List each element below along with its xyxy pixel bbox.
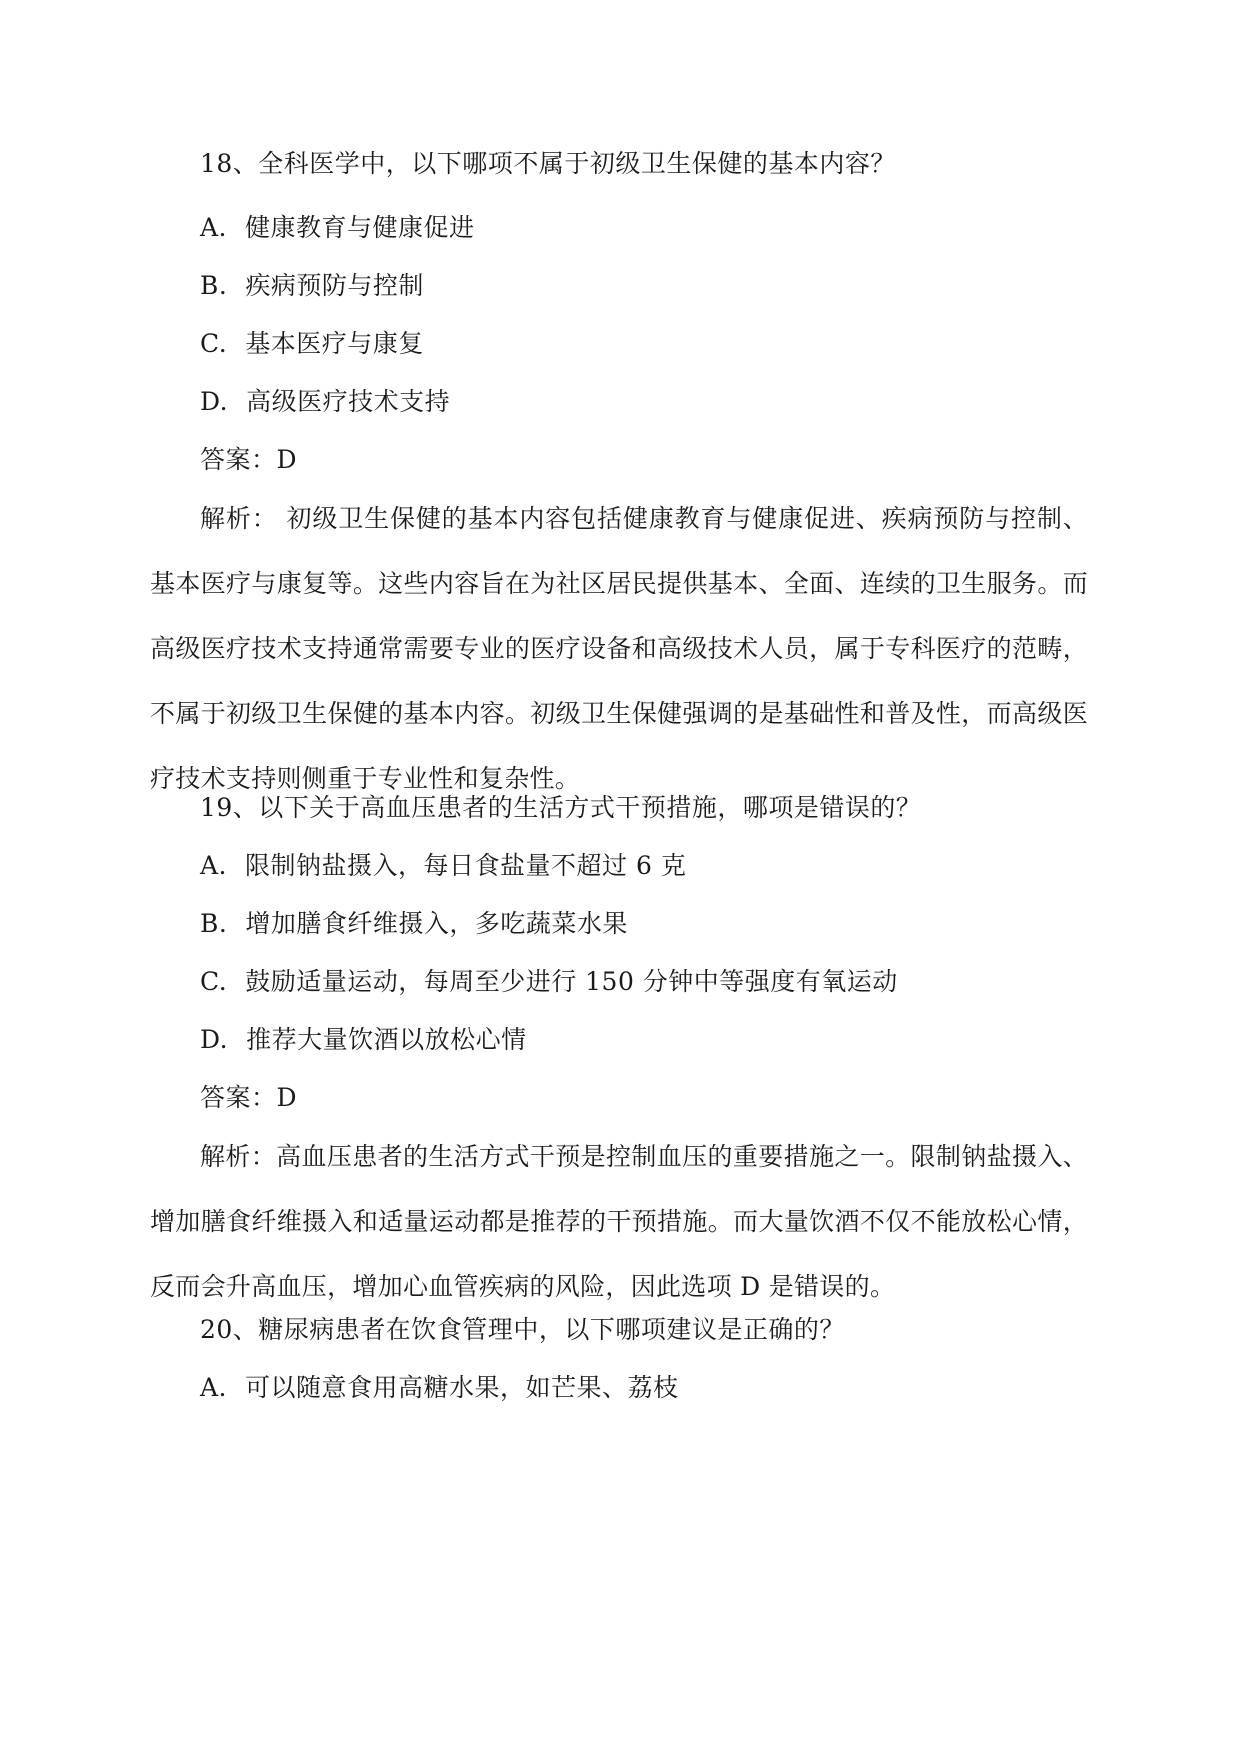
option-label: A. bbox=[200, 213, 228, 242]
option-label: A. bbox=[200, 851, 228, 880]
option-text: 基本医疗与康复 bbox=[245, 329, 424, 358]
question-18-option-d bbox=[200, 384, 450, 420]
option-text: 推荐大量饮酒以放松心情 bbox=[246, 1025, 527, 1054]
question-18-option-b bbox=[200, 268, 424, 304]
question-18-option-c bbox=[200, 326, 424, 362]
question-18-analysis: 解析： 初级卫生保健的基本内容包括健康教育与健康促进、疾病预防与控制、基本医疗与康复等。这些内容旨在为社区居民提供基本、全面、连续的卫生服务。而高级医疗技术支持通常需要专业的医疗设备和高级技术人员，属于专科医疗的范畴，不属于初级卫生保健的基本内容。初级卫生保健强调的是基础性和普及性，而高级医疗技术支持则侧重于专业性和复杂性。 bbox=[150, 504, 1088, 793]
option-text: 限制钠盐摄入，每日食盐量不超过 6 克 bbox=[245, 851, 687, 880]
option-label: C. bbox=[200, 329, 228, 358]
option-label: B. bbox=[200, 271, 228, 300]
option-text: 增加膳食纤维摄入，多吃蔬菜水果 bbox=[245, 909, 628, 938]
question-19-analysis: 解析：高血压患者的生活方式干预是控制血压的重要措施之一。限制钠盐摄入、增加膳食纤维摄入和适量运动都是推荐的干预措施。而大量饮酒不仅不能放松心情，反而会升高血压，增加心血管疾病的风险，因此选项 D 是错误的。 bbox=[150, 1142, 1088, 1301]
option-label: C. bbox=[200, 967, 228, 996]
option-label: B. bbox=[200, 909, 228, 938]
question-19-option-b bbox=[200, 906, 628, 942]
option-label: A. bbox=[200, 1373, 228, 1402]
question-19-option-d bbox=[200, 1022, 527, 1058]
question-18-option-a bbox=[200, 210, 475, 246]
question-18-answer: 答案：D bbox=[200, 445, 298, 474]
option-label: D. bbox=[200, 1025, 229, 1054]
option-label: D. bbox=[200, 387, 229, 416]
question-19-option-a bbox=[200, 848, 686, 884]
question-18-text: 18、全科医学中，以下哪项不属于初级卫生保健的基本内容？ bbox=[200, 149, 896, 178]
question-20-text: 20、糖尿病患者在饮食管理中，以下哪项建议是正确的？ bbox=[200, 1315, 845, 1344]
question-19-text: 19、以下关于高血压患者的生活方式干预措施，哪项是错误的？ bbox=[200, 793, 922, 822]
question-19-option-c bbox=[200, 964, 898, 1000]
option-text: 健康教育与健康促进 bbox=[245, 213, 475, 242]
option-text: 疾病预防与控制 bbox=[245, 271, 424, 300]
option-text: 可以随意食用高糖水果，如芒果、荔枝 bbox=[245, 1373, 679, 1402]
option-text: 高级医疗技术支持 bbox=[246, 387, 451, 416]
question-19-answer: 答案：D bbox=[200, 1083, 298, 1112]
question-20-option-a bbox=[200, 1370, 679, 1406]
option-text: 鼓励适量运动，每周至少进行 150 分钟中等强度有氧运动 bbox=[245, 967, 898, 996]
